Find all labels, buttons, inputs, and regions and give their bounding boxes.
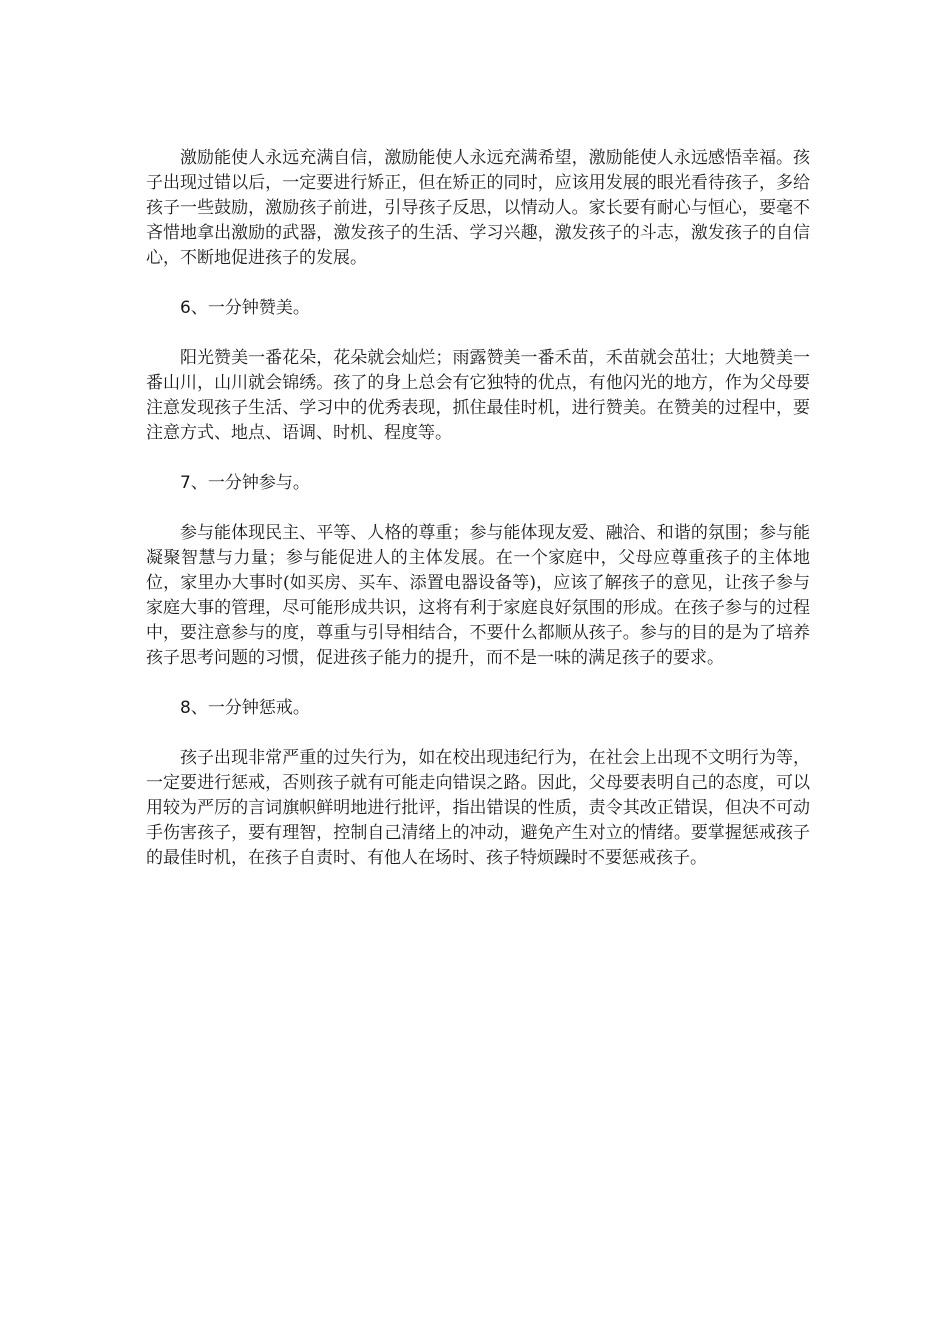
heading-discipline: 8、一分钟惩戒。 bbox=[180, 698, 310, 718]
paragraph-discipline: 孩子出现非常严重的过失行为，如在校出现违纪行为，在社会上出现不文明行为等，一定要进行惩戒，否则孩子就有可能走向错误之路。因此，父母要表明自己的态度，可以用较为严厉的言词旗帜鲜明地进行批评，指出错误的性质，责令其改正错误，但决不可动手伤害孩子，要有理智，控制自己清绪上的冲动，避免产生对立的情绪。要掌握惩戒孩子的最佳时机，在孩子自责时、有他人在场时、孩子特烦躁时不要惩戒孩子。 bbox=[146, 748, 810, 868]
document-page bbox=[146, 146, 810, 896]
heading-participation: 7、一分钟参与。 bbox=[180, 473, 310, 493]
heading-praise: 6、一分钟赞美。 bbox=[180, 298, 310, 318]
paragraph-participation: 参与能体现民主、平等、人格的尊重；参与能体现友爱、融洽、和谐的氛围；参与能凝聚智慧与力量；参与能促进人的主体发展。在一个家庭中，父母应尊重孩子的主体地位，家里办大事时(如买房、买车、添置电器设备等)，应该了解孩子的意见，让孩子参与家庭大事的管理，尽可能形成共识，这将有利于家庭良好氛围的形成。在孩子参与的过程中，要注意参与的度，尊重与引导相结合，不要什么都顺从孩子。参与的目的是为了培养孩子思考问题的习惯，促进孩子能力的提升，而不是一味的满足孩子的要求。 bbox=[146, 523, 810, 668]
paragraph-praise: 阳光赞美一番花朵，花朵就会灿烂；雨露赞美一番禾苗，禾苗就会茁壮；大地赞美一番山川，山川就会锦绣。孩了的身上总会有它独特的优点，有他闪光的地方，作为父母要注意发现孩子生活、学习中的优秀表现，抓住最佳时机，进行赞美。在赞美的过程中，要注意方式、地点、语调、时机、程度等。 bbox=[146, 348, 810, 443]
paragraph-encouragement: 激励能使人永远充满自信，激励能使人永远充满希望，激励能使人永远感悟幸福。孩子出现过错以后，一定要进行矫正，但在矫正的同时，应该用发展的眼光看待孩子，多给孩子一些鼓励，激励孩子前进，引导孩子反思，以情动人。家长要有耐心与恒心，要毫不吝惜地拿出激励的武器，激发孩子的生活、学习兴趣，激发孩子的斗志，激发孩子的自信心，不断地促进孩子的发展。 bbox=[146, 148, 810, 268]
